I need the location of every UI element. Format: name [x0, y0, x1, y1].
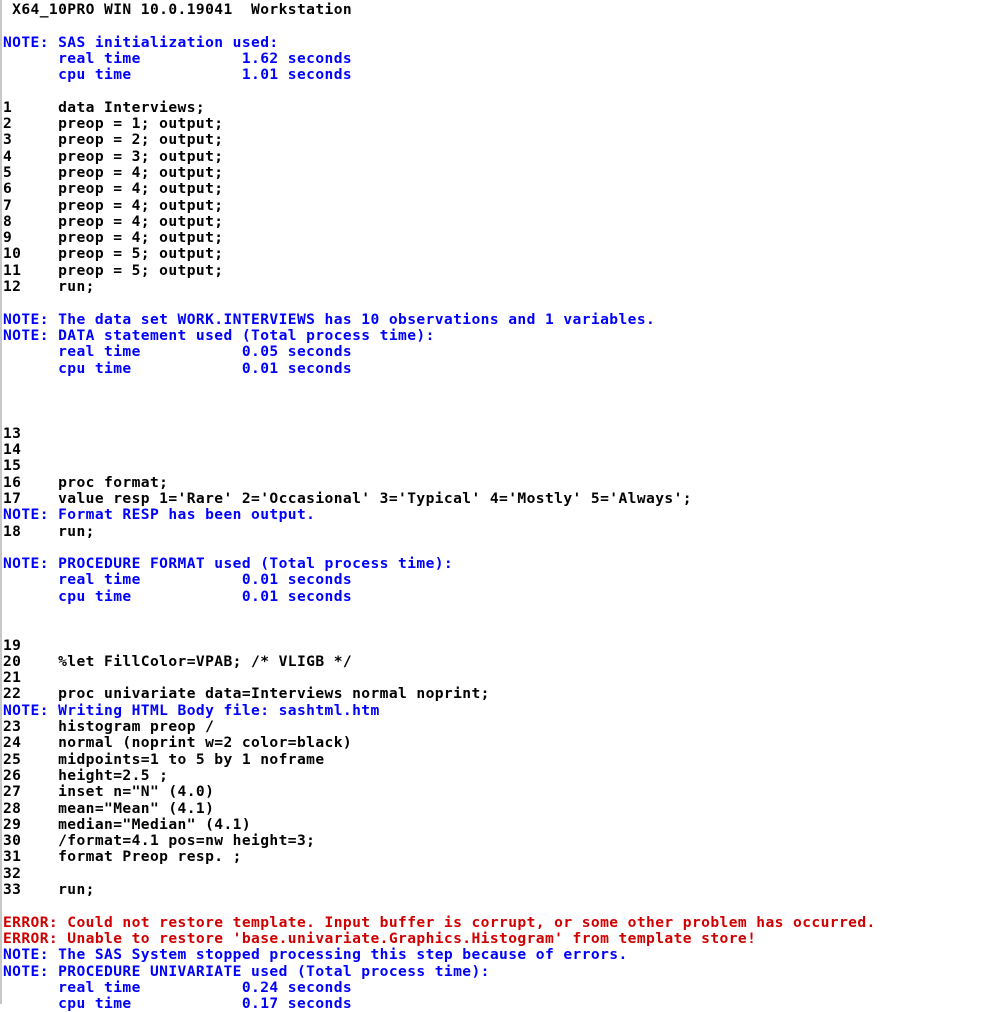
- log-source-line: 8 preop = 4; output;: [3, 212, 224, 230]
- log-note-line: NOTE: Writing HTML Body file: sashtml.htm: [3, 701, 380, 719]
- log-source-line: 13: [3, 424, 22, 442]
- log-note-line: cpu time 1.01 seconds: [3, 66, 353, 84]
- log-blank-line: [3, 295, 984, 311]
- log-note-line: real time 1.62 seconds: [3, 49, 353, 67]
- log-source-line: 9 preop = 4; output;: [3, 229, 224, 247]
- log-note-line: NOTE: PROCEDURE UNIVARIATE used (Total process time):: [3, 962, 490, 980]
- log-source-line: 29 median="Median" (4.1): [3, 815, 252, 833]
- log-source-line: 14: [3, 441, 22, 459]
- log-source-line: 31 format Preop resp. ;: [3, 848, 242, 866]
- log-source-line: 12 run;: [3, 278, 95, 296]
- log-text-area[interactable]: [3, 2, 984, 1012]
- log-source-line: 11 preop = 5; output;: [3, 261, 224, 279]
- log-source-line: 1 data Interviews;: [3, 98, 206, 116]
- log-error-line: ERROR: Unable to restore 'base.univariate.Graphics.Histogram' from template store!: [3, 929, 757, 947]
- log-note-line: real time 0.24 seconds: [3, 978, 353, 996]
- log-source-line: 18 run;: [3, 522, 95, 540]
- log-source-line: 19: [3, 636, 22, 654]
- log-blank-line: [3, 605, 984, 621]
- log-note-line: NOTE: The data set WORK.INTERVIEWS has 10 observations and 1 variables.: [3, 310, 656, 328]
- log-source-line: 25 midpoints=1 to 5 by 1 noframe: [3, 750, 325, 768]
- log-source-line: 20 %let FillColor=VPAB; /* VLIGB */: [3, 652, 353, 670]
- log-source-line: 30 /format=4.1 pos=nw height=3;: [3, 832, 316, 850]
- log-source-line: 4 preop = 3; output;: [3, 147, 224, 165]
- log-blank-line: [3, 621, 984, 637]
- log-note-line: real time 0.05 seconds: [3, 343, 353, 361]
- log-source-line: 2 preop = 1; output;: [3, 115, 224, 133]
- log-blank-line: [3, 18, 984, 34]
- log-source-line: 24 normal (noprint w=2 color=black): [3, 734, 353, 752]
- log-source-line: 16 proc format;: [3, 473, 169, 491]
- log-source-line: 21: [3, 669, 22, 687]
- log-source-line: 5 preop = 4; output;: [3, 163, 224, 181]
- log-source-line: 26 height=2.5 ;: [3, 766, 169, 784]
- log-note-line: cpu time 0.17 seconds: [3, 995, 353, 1012]
- log-source-line: 7 preop = 4; output;: [3, 196, 224, 214]
- log-source-line: 3 preop = 2; output;: [3, 131, 224, 149]
- log-source-line: 23 histogram preop /: [3, 718, 215, 736]
- log-source-line: 32: [3, 864, 22, 882]
- log-source-line: 22 proc univariate data=Interviews normal noprint;: [3, 685, 490, 703]
- log-source-line: 17 value resp 1='Rare' 2='Occasional' 3='Typical' 4='Mostly' 5='Always';: [3, 489, 692, 507]
- log-blank-line: [3, 393, 984, 409]
- log-blank-line: [3, 540, 984, 556]
- log-blank-line: [3, 377, 984, 393]
- log-source-line: 15: [3, 457, 22, 475]
- log-note-line: real time 0.01 seconds: [3, 571, 353, 589]
- log-error-line: ERROR: Could not restore template. Input buffer is corrupt, or some other problem has occurred.: [3, 913, 876, 931]
- log-blank-line: [3, 898, 984, 914]
- log-source-line: 10 preop = 5; output;: [3, 245, 224, 263]
- log-blank-line: [3, 409, 984, 425]
- log-note-line: NOTE: DATA statement used (Total process time):: [3, 326, 435, 344]
- log-source-line: 33 run;: [3, 881, 95, 899]
- log-source-line: 27 inset n="N" (4.0): [3, 783, 215, 801]
- log-source-line: 28 mean="Mean" (4.1): [3, 799, 215, 817]
- log-note-line: NOTE: SAS initialization used:: [3, 33, 279, 51]
- log-note-line: NOTE: The SAS System stopped processing this step because of errors.: [3, 946, 628, 964]
- log-note-line: cpu time 0.01 seconds: [3, 359, 353, 377]
- log-source-line: X64_10PRO WIN 10.0.19041 Workstation: [3, 1, 353, 18]
- log-note-line: NOTE: PROCEDURE FORMAT used (Total process time):: [3, 555, 454, 573]
- log-note-line: cpu time 0.01 seconds: [3, 587, 353, 605]
- log-source-line: 6 preop = 4; output;: [3, 180, 224, 198]
- log-blank-line: [3, 83, 984, 99]
- log-note-line: NOTE: Format RESP has been output.: [3, 506, 316, 524]
